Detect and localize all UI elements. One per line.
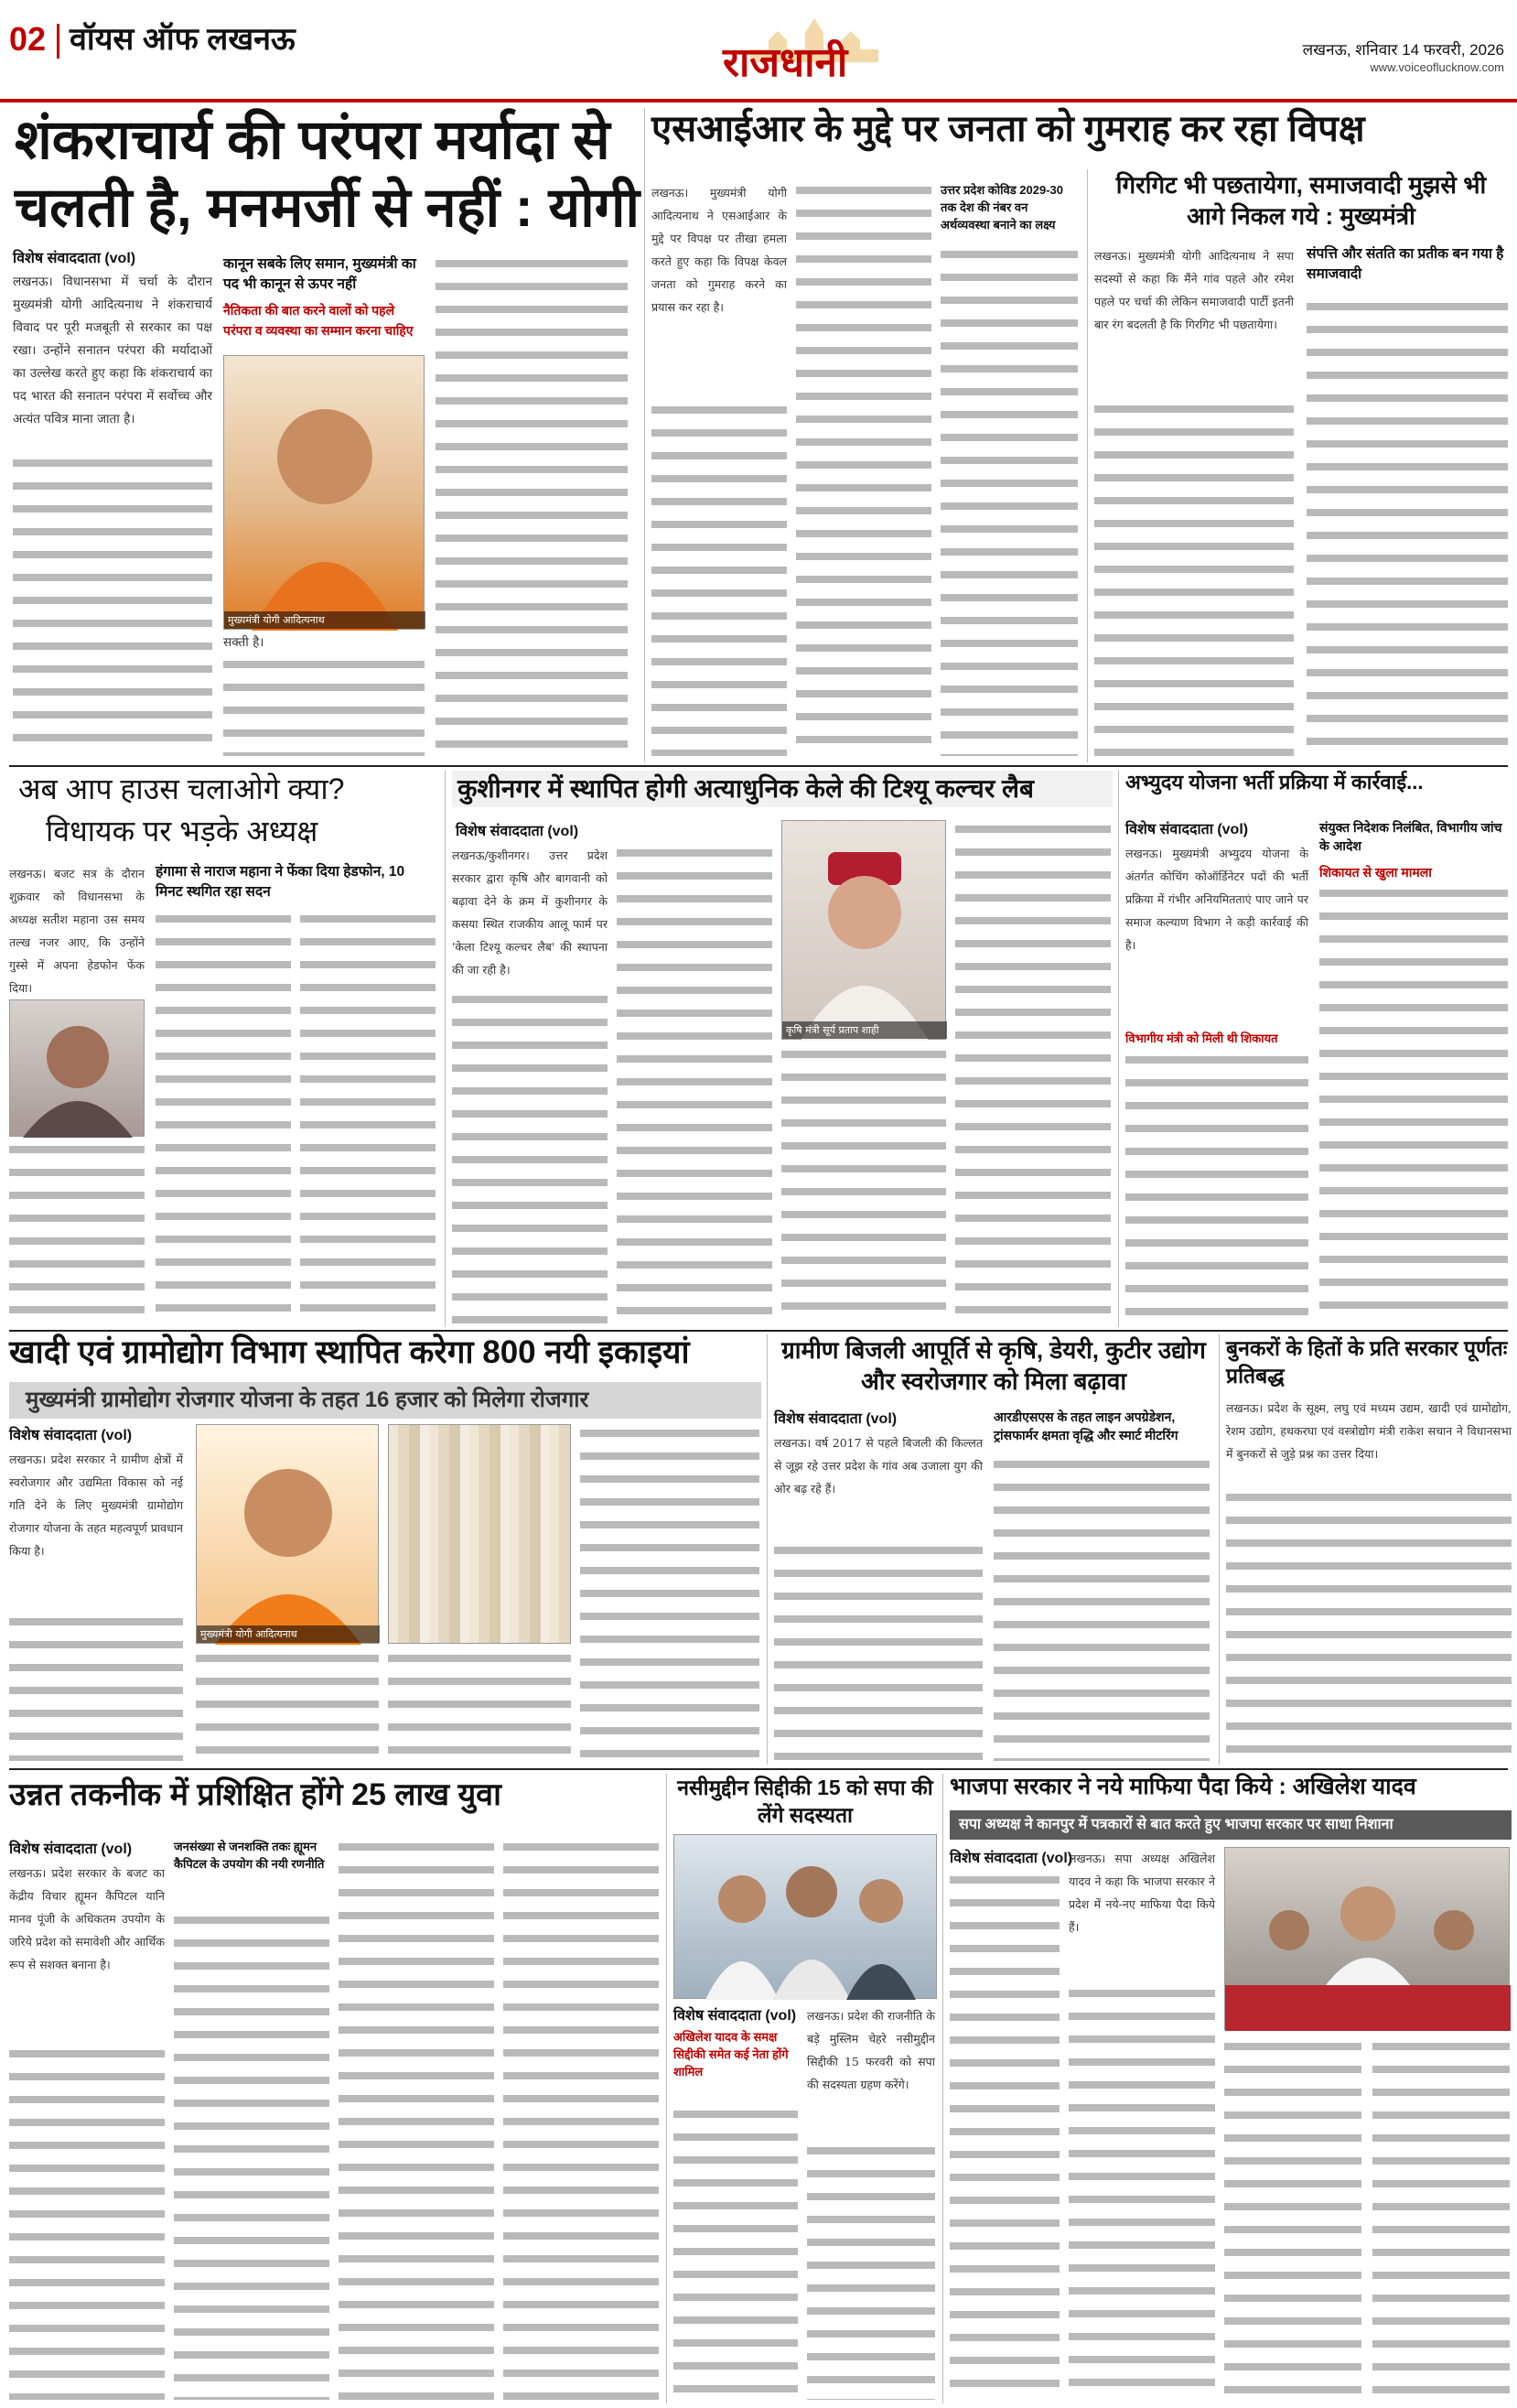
person-icon bbox=[782, 821, 947, 1041]
lede: लखनऊ। प्रदेश की राजनीति के बड़े मुस्लिम चेहरे नसीमुद्दीन सिद्दीकी 15 फरवरी को सपा की सदस्यता ग्रहण करेंगे। bbox=[807, 2009, 935, 2091]
body-text bbox=[807, 2142, 935, 2400]
website: www.voiceoflucknow.com bbox=[1370, 60, 1504, 74]
headline: नसीमुद्दीन सिद्दीकी 15 को सपा की लेंगे सदस्यता bbox=[677, 1776, 933, 1827]
article-abhyuday bbox=[1125, 771, 1512, 1327]
body-text bbox=[503, 1838, 659, 2400]
article-naseemuddin bbox=[673, 1774, 937, 2403]
body-text bbox=[1094, 400, 1294, 757]
highlight: आरडीएसएस के तहत लाइन अपग्रेडेशन, ट्रांसफार्मर क्षमता वृद्धि और स्मार्ट मीटरिंग bbox=[994, 1409, 1178, 1442]
masthead bbox=[0, 0, 1517, 103]
body-text bbox=[436, 254, 628, 756]
headline: गिरगिट भी पछतायेगा, समाजवादी मुझसे भी आगे निकल गये : मुख्यमंत्री bbox=[1115, 171, 1487, 230]
body-text bbox=[617, 844, 772, 1323]
headline: अब आप हाउस चलाओगे क्या? bbox=[18, 772, 345, 805]
column-rule bbox=[644, 108, 645, 762]
byline: विशेष संवाददाता (vol) bbox=[1125, 822, 1249, 837]
body-text bbox=[941, 245, 1078, 756]
subheadline: मुख्यमंत्री ग्रामोद्योग रोजगार योजना के तहत 16 हजार को मिलेगा रोजगार bbox=[9, 1382, 761, 1419]
body-text bbox=[1319, 884, 1508, 1323]
body-text bbox=[174, 1911, 329, 2400]
headline: एसआईआर के मुद्दे पर जनता को गुमराह कर रहा विपक्ष bbox=[651, 109, 1365, 149]
byline: विशेष संवाददाता (vol) bbox=[456, 824, 579, 839]
byline: विशेष संवाददाता (vol) bbox=[774, 1411, 898, 1427]
highlight-2: नैतिकता की बात करने वालों को पहले परंपरा व व्यवस्था का सम्मान करना चाहिए bbox=[223, 303, 414, 338]
highlight: हंगामा से नाराज महाना ने फेंका दिया हेडफोन, 10 मिनट स्थगित रहा सदन bbox=[156, 864, 405, 900]
body-text bbox=[580, 1424, 759, 1761]
body-text bbox=[388, 1649, 571, 1761]
body-text bbox=[950, 1871, 1060, 2400]
row-rule bbox=[9, 1768, 1508, 1770]
headline: अभ्युदय योजना भर्ती प्रक्रिया में कार्रवाई... bbox=[1125, 771, 1424, 794]
body-text bbox=[994, 1455, 1210, 1761]
headline: खादी एवं ग्रामोद्योग विभाग स्थापित करेगा 800 नयी इकाइयां bbox=[9, 1334, 690, 1370]
body-text bbox=[781, 1045, 946, 1323]
row-rule bbox=[9, 1330, 1508, 1332]
khadi-fabric-photo bbox=[388, 1424, 571, 1644]
highlight: उत्तर प्रदेश कोविड 2029-30 तक देश की नंबर वन अर्थव्यवस्था बनाने का लक्ष्य bbox=[941, 183, 1064, 232]
body-text bbox=[673, 2105, 798, 2400]
subhead-2: विभागीय मंत्री को मिली थी शिकायत bbox=[1125, 1031, 1278, 1045]
highlight-1: कानून सबके लिए समान, मुख्यमंत्री का पद भी कानून से ऊपर नहीं bbox=[223, 256, 416, 292]
body-text bbox=[196, 1649, 379, 1761]
article-bunkar bbox=[1226, 1334, 1512, 1765]
article-kushinagar bbox=[452, 771, 1113, 1327]
body-text bbox=[651, 401, 787, 756]
article-yuva bbox=[9, 1774, 661, 2403]
body-text bbox=[452, 990, 608, 1323]
column-rule bbox=[1219, 1334, 1220, 1765]
yogi-photo bbox=[196, 1424, 379, 1644]
byline: विशेष संवाददाता (vol) bbox=[673, 2008, 797, 2024]
masthead-divider bbox=[57, 24, 59, 59]
article-khadi bbox=[9, 1334, 761, 1765]
lede: लखनऊ। मुख्यमंत्री योगी आदित्यनाथ ने एसआईआर के मुद्दे पर विपक्ष पर तीखा हमला करते हुए कहा कि विपक्ष केवल जनता को गुमराह करने का प्रयास कर रहा है। bbox=[651, 186, 787, 314]
column-rule bbox=[445, 771, 446, 1327]
lede: लखनऊ। मुख्यमंत्री अभ्युदय योजना के अंतर्गत कोचिंग कोऑर्डिनेटर पदों की भर्ती प्रक्रिया में गंभीर अनियमितताएं पाए जाने पर समाज कल्याण विभाग ने कड़ी कार्रवाई की है। bbox=[1125, 847, 1308, 952]
person-icon bbox=[10, 1000, 145, 1138]
group-photo-icon bbox=[674, 1835, 938, 2000]
column-rule bbox=[666, 1774, 667, 2403]
body-text bbox=[9, 1613, 183, 1761]
body-text bbox=[796, 181, 931, 756]
body-text bbox=[1125, 1051, 1308, 1323]
headline: कुशीनगर में स्थापित होगी अत्याधुनिक केले की टिश्यू कल्चर लैब bbox=[452, 771, 1113, 807]
article-akhilesh bbox=[950, 1774, 1512, 2403]
headline: उन्नत तकनीक में प्रशिक्षित होंगे 25 लाख युवा bbox=[9, 1777, 501, 1812]
article-girgit bbox=[1094, 169, 1512, 762]
photo-label: कृषि मंत्री सूर्य प्रताप शाही bbox=[782, 1021, 947, 1039]
body-text bbox=[9, 1140, 145, 1323]
lede: लखनऊ। प्रदेश सरकार के बजट का केंद्रीय विचार ह्यूमन कैपिटल यानि मानव पूंजी के अधिकतम उपयोग के जरिये प्रदेश को समावेशी और आर्थिक रूप से सशक्त बनाना है। bbox=[9, 1866, 165, 1971]
lede: लखनऊ। वर्ष 2017 से पहले बिजली की किल्लत से जूझ रहे उत्तर प्रदेश के गांव अब उजाला युग की ओर बढ़ रहे हैं। bbox=[774, 1436, 983, 1496]
lede: लखनऊ। विधानसभा में चर्चा के दौरान मुख्यमंत्री योगी आदित्यनाथ ने शंकराचार्य विवाद पर पूरी मजबूती से सरकार का पक्ष रखा। उन्होंने सनातन परंपरा की मर्यादाओं का उल्लेख करते हुए कहा कि शंकराचार्य का पद भारत की सनातन परंपरा में सर्वोच्च और अत्यंत पवित्र माना जाता है। bbox=[13, 275, 212, 427]
headline: भाजपा सरकार ने नये माफिया पैदा किये : अखिलेश यादव bbox=[950, 1774, 1416, 1799]
byline: विशेष संवाददाता (vol) bbox=[9, 1428, 133, 1443]
akhilesh-photo bbox=[1224, 1847, 1510, 2030]
article-bijli bbox=[774, 1334, 1213, 1765]
section-title: वॉयस ऑफ लखनऊ bbox=[70, 22, 296, 57]
photo-caption: सक्ती है। bbox=[223, 635, 264, 650]
body-text bbox=[13, 454, 212, 756]
body-text bbox=[1224, 2037, 1361, 2400]
byline: विशेष संवाददाता (vol) bbox=[950, 1851, 1073, 1866]
highlight: जनसंख्या से जनशक्ति तकः ह्यूमन कैपिटल के उपयोग की नयी रणनीति bbox=[174, 1840, 325, 1871]
headline-line2: चलती है, मनमर्जी से नहीं : योगी bbox=[15, 177, 640, 238]
body-text bbox=[1226, 1488, 1512, 1761]
body-text bbox=[955, 820, 1111, 1323]
logo bbox=[686, 5, 942, 93]
person-icon bbox=[224, 356, 425, 631]
highlight: संयुक्त निदेशक निलंबित, विभागीय जांच के आदेश bbox=[1319, 820, 1502, 853]
body-text bbox=[1069, 1984, 1215, 2400]
column-rule bbox=[1118, 771, 1119, 1327]
highlight: संपत्ति और संतति का प्रतीक बन गया है समाजवादी bbox=[1307, 246, 1504, 282]
masthead-rule bbox=[0, 99, 1517, 103]
column-rule bbox=[942, 1774, 943, 2403]
body-text bbox=[339, 1838, 494, 2400]
body-text bbox=[9, 2045, 165, 2400]
photo-label: मुख्यमंत्री योगी आदित्यनाथ bbox=[197, 1625, 380, 1643]
highlight: अखिलेश यादव के समक्ष सिद्दीकी समेत कई नेता होंगे शामिल bbox=[673, 2030, 789, 2079]
body-text bbox=[156, 910, 291, 1323]
headline-line1: शंकराचार्य की परंपरा मर्यादा से bbox=[15, 109, 610, 170]
subheadline: विधायक पर भड़के अध्यक्ष bbox=[46, 815, 318, 848]
byline: विशेष संवाददाता (vol) bbox=[13, 251, 136, 266]
photo-label: मुख्यमंत्री योगी आदित्यनाथ bbox=[224, 611, 425, 629]
lede: लखनऊ। बजट सत्र के दौरान शुक्रवार को विधानसभा के अध्यक्ष सतीश महाना उस समय तल्ख नजर आए, कि उन्होंने गुस्से में अपना हेडफोन फेंक दिया। bbox=[9, 867, 145, 995]
lede: लखनऊ। प्रदेश के सूक्ष्म, लघु एवं मध्यम उद्यम, खादी एवं ग्रामोद्योग, रेशम उद्योग, हथकरघा एवं वस्त्रोद्योग मंत्री राकेश सचान ने विधानसभा में बुनकरों से जुड़े प्रश्न का उत्तर दिया। bbox=[1226, 1401, 1512, 1461]
siddiqui-photo bbox=[673, 1834, 937, 1999]
press-conference-icon bbox=[1225, 1848, 1511, 2031]
body-text bbox=[1372, 2037, 1510, 2400]
headline: बुनकरों के हितों के प्रति सरकार पूर्णतः प्रतिबद्ध bbox=[1226, 1336, 1508, 1388]
logo-text: राजधानी bbox=[723, 40, 848, 85]
body-text bbox=[774, 1541, 983, 1761]
yogi-photo bbox=[223, 355, 425, 630]
column-rule bbox=[1087, 169, 1088, 762]
lede: लखनऊ। प्रदेश सरकार ने ग्रामीण क्षेत्रों में स्वरोजगार और उद्यमिता विकास को नई गति देने के लिए मुख्यमंत्री ग्रामोद्योग रोजगार योजना के तहत महत्वपूर्ण प्रावधान किया है। bbox=[9, 1452, 183, 1558]
subhead: शिकायत से खुला मामला bbox=[1319, 865, 1432, 880]
row-rule bbox=[9, 765, 1508, 767]
body-text bbox=[223, 655, 425, 756]
subheadline: सपा अध्यक्ष ने कानपुर में पत्रकारों से बात करते हुए भाजपा सरकार पर साधा निशाना bbox=[950, 1810, 1512, 1840]
article-house bbox=[9, 771, 439, 1327]
article-shankaracharya bbox=[9, 108, 640, 762]
headline: ग्रामीण बिजली आपूर्ति से कृषि, डेयरी, कुटीर उद्योग और स्वरोजगार को मिला बढ़ावा bbox=[781, 1336, 1206, 1395]
lede: लखनऊ। मुख्यमंत्री योगी आदित्यनाथ ने सपा सदस्यों से कहा कि मैंने गांव पहले और रमेश पहले पर चर्चा की लेकिन समाजवादी पार्टी इतनी बार रंग बदलती है कि गिरगिट भी पछतायेगा। bbox=[1094, 249, 1294, 331]
body-text bbox=[1307, 297, 1508, 757]
lede: लखनऊ। सपा अध्यक्ष अखिलेश यादव ने कहा कि भाजपा सरकार ने प्रदेश में नये-नए माफिया पैदा किये हैं। bbox=[1069, 1852, 1215, 1934]
speaker-photo bbox=[9, 999, 145, 1137]
body-text bbox=[300, 910, 436, 1323]
page-number: 02 bbox=[9, 20, 47, 58]
byline: विशेष संवाददाता (vol) bbox=[9, 1841, 133, 1857]
minister-photo bbox=[781, 820, 946, 1040]
lede: लखनऊ/कुशीनगर। उत्तर प्रदेश सरकार द्वारा कृषि और बागवानी को बढ़ावा देने के क्रम में कुशीनगर के कसया स्थित राजकीय आलू फार्म पर 'केला टिश्यू कल्चर लैब' की स्थापना की जा रही है। bbox=[452, 848, 608, 977]
person-icon bbox=[197, 1425, 380, 1645]
column-rule bbox=[767, 1334, 768, 1765]
dateline: लखनऊ, शनिवार 14 फरवरी, 2026 bbox=[1302, 41, 1504, 59]
